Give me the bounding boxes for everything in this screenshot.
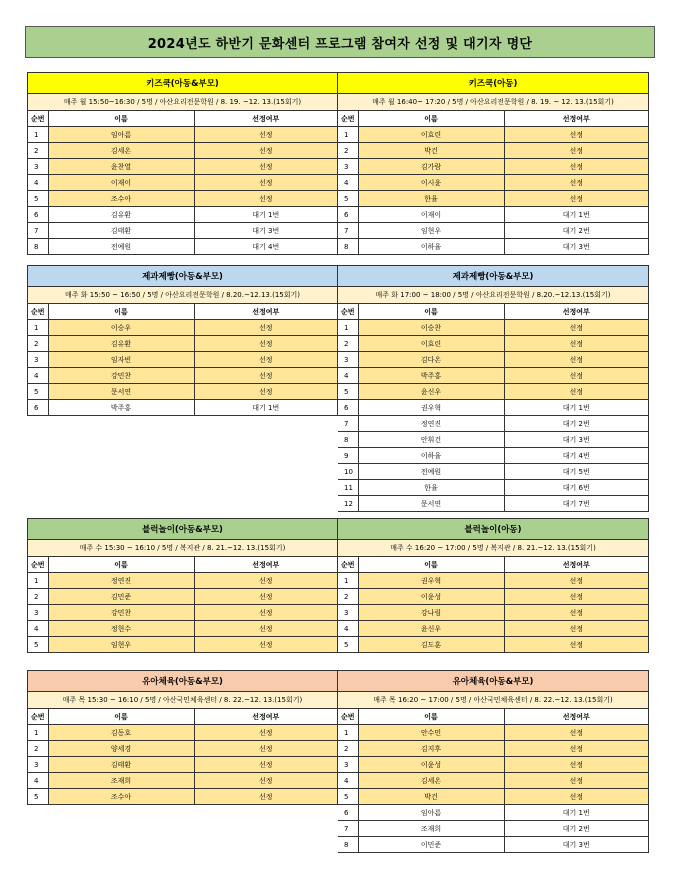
table-row: [28, 621, 337, 637]
selection-status: 대기 3번: [504, 837, 648, 853]
selection-status: 선정: [194, 725, 337, 741]
participant-name: 김태환: [48, 757, 194, 773]
table-row: [338, 573, 648, 589]
col-header-status: 선정여부: [194, 709, 337, 725]
program-panel: [27, 518, 338, 653]
selection-status: 선정: [504, 621, 648, 637]
row-number: 1: [338, 320, 358, 336]
selection-status: 선정: [194, 589, 337, 605]
selection-status: 선정: [504, 320, 648, 336]
table-row: [338, 207, 648, 223]
participant-name: 권우혁: [358, 400, 504, 416]
participant-name: 김태환: [48, 223, 194, 239]
participant-name: 정현수: [48, 621, 194, 637]
col-header-no: 순번: [338, 111, 358, 127]
row-number: 5: [28, 789, 48, 805]
program-panel: [338, 265, 649, 512]
selection-status: 선정: [194, 637, 337, 653]
table-row: [338, 789, 648, 805]
selection-status: 선정: [504, 741, 648, 757]
selection-status: 선정: [194, 741, 337, 757]
col-header-status: 선정여부: [194, 111, 337, 127]
table-row: [28, 191, 337, 207]
row-number: 2: [338, 589, 358, 605]
selection-status: 선정: [194, 573, 337, 589]
selection-status: 대기 1번: [504, 805, 648, 821]
row-number: 4: [28, 621, 48, 637]
program-panel: [27, 72, 338, 255]
participant-name: 박주홍: [48, 400, 194, 416]
row-number: 2: [338, 143, 358, 159]
table-row: [338, 432, 648, 448]
row-number: 4: [28, 773, 48, 789]
program-schedule: 매주 수 16:20 ~ 17:00 / 5명 / 복지관 / 8. 21.~12. 13.(15회기): [338, 540, 648, 557]
selection-status: 선정: [194, 368, 337, 384]
row-number: 2: [28, 336, 48, 352]
selection-status: 선정: [194, 320, 337, 336]
participant-name: 박건: [358, 789, 504, 805]
table-row: [28, 725, 337, 741]
selection-status: 선정: [194, 384, 337, 400]
program-schedule: 매주 월 16:40~ 17:20 / 5명 / 아산요리전문학원 / 8. 19. ~ 12. 13.(15회기): [338, 94, 648, 111]
participant-name: 이효린: [358, 127, 504, 143]
participant-name: 문서연: [48, 384, 194, 400]
program-title: 키즈쿡(아동&부모): [28, 73, 337, 94]
row-number: 1: [338, 573, 358, 589]
selection-status: 선정: [504, 175, 648, 191]
participant-name: 권우혁: [358, 573, 504, 589]
participant-name: 김유환: [48, 207, 194, 223]
row-number: 3: [28, 757, 48, 773]
table-row: [338, 821, 648, 837]
table-row: [338, 175, 648, 191]
program-schedule: 매주 월 15:50~16:30 / 5명 / 아산요리전문학원 / 8. 19. ~12. 13.(15회기): [28, 94, 337, 111]
table-row: [28, 789, 337, 805]
table-row: [28, 368, 337, 384]
program-section: [27, 72, 649, 255]
row-number: 10: [338, 464, 358, 480]
row-number: 3: [338, 757, 358, 773]
program-section: [27, 265, 649, 512]
col-header-no: 순번: [28, 709, 48, 725]
row-number: 5: [338, 191, 358, 207]
row-number: 3: [28, 159, 48, 175]
row-number: 8: [338, 837, 358, 853]
participant-name: 양세경: [48, 741, 194, 757]
participant-name: 박주홍: [358, 368, 504, 384]
table-row: [338, 400, 648, 416]
col-header-no: 순번: [338, 709, 358, 725]
participant-name: 임현우: [358, 223, 504, 239]
col-header-name: 이름: [358, 709, 504, 725]
table-row: [28, 637, 337, 653]
program-schedule: 매주 목 16:20 ~ 17:00 / 5명 / 아산국민체육센터 / 8. 22.~12. 13.(15회기): [338, 692, 648, 709]
participant-name: 김도훈: [358, 637, 504, 653]
col-header-no: 순번: [28, 557, 48, 573]
table-row: [28, 773, 337, 789]
selection-status: 선정: [504, 789, 648, 805]
participant-name: 이승찬: [358, 320, 504, 336]
selection-status: 선정: [194, 175, 337, 191]
selection-status: 선정: [194, 605, 337, 621]
col-header-status: 선정여부: [194, 557, 337, 573]
selection-status: 선정: [504, 191, 648, 207]
selection-status: 대기 3번: [504, 432, 648, 448]
row-number: 2: [28, 589, 48, 605]
participant-name: 조수아: [48, 191, 194, 207]
selection-status: 선정: [194, 159, 337, 175]
table-row: [338, 239, 648, 255]
selection-status: 선정: [504, 127, 648, 143]
program-title: 제과제빵(아동&부모): [28, 266, 337, 287]
participant-name: 임아름: [48, 127, 194, 143]
participant-name: 안수민: [358, 725, 504, 741]
table-row: [28, 239, 337, 255]
selection-status: 선정: [194, 621, 337, 637]
selection-status: 선정: [194, 789, 337, 805]
table-row: [338, 143, 648, 159]
table-row: [28, 400, 337, 416]
table-row: [338, 725, 648, 741]
participant-name: 박건: [358, 143, 504, 159]
table-row: [338, 773, 648, 789]
participant-table: [28, 304, 337, 415]
participant-name: 이재이: [358, 207, 504, 223]
participant-name: 이민준: [358, 837, 504, 853]
col-header-name: 이름: [358, 111, 504, 127]
col-header-name: 이름: [48, 304, 194, 320]
row-number: 5: [28, 637, 48, 653]
row-number: 3: [338, 605, 358, 621]
selection-status: 대기 2번: [504, 416, 648, 432]
row-number: 8: [28, 239, 48, 255]
selection-status: 대기 2번: [504, 821, 648, 837]
row-number: 3: [338, 352, 358, 368]
participant-name: 강민찬: [48, 368, 194, 384]
table-row: [338, 127, 648, 143]
row-number: 7: [338, 821, 358, 837]
table-row: [28, 175, 337, 191]
table-row: [338, 352, 648, 368]
row-number: 3: [28, 605, 48, 621]
row-number: 5: [338, 789, 358, 805]
program-title: 키즈쿡(아동): [338, 73, 648, 94]
selection-status: 선정: [504, 336, 648, 352]
participant-name: 윤신우: [358, 384, 504, 400]
participant-table: [338, 111, 648, 254]
selection-status: 선정: [504, 368, 648, 384]
selection-status: 선정: [194, 143, 337, 159]
row-number: 7: [338, 223, 358, 239]
participant-name: 전예원: [358, 464, 504, 480]
participant-name: 임아름: [358, 805, 504, 821]
selection-status: 선정: [194, 336, 337, 352]
table-row: [28, 741, 337, 757]
row-number: 8: [338, 239, 358, 255]
col-header-status: 선정여부: [504, 111, 648, 127]
table-row: [338, 621, 648, 637]
row-number: 7: [338, 416, 358, 432]
row-number: 1: [338, 127, 358, 143]
table-row: [28, 320, 337, 336]
program-section: [27, 518, 649, 653]
selection-status: 선정: [504, 773, 648, 789]
program-schedule: 매주 목 15:30 ~ 16:10 / 5명 / 아산국민체육센터 / 8. 22.~12. 13.(15회기): [28, 692, 337, 709]
participant-name: 이하율: [358, 239, 504, 255]
participant-name: 임현우: [48, 637, 194, 653]
participant-name: 문서연: [358, 496, 504, 512]
participant-name: 조수아: [48, 789, 194, 805]
selection-status: 선정: [194, 127, 337, 143]
selection-status: 대기 3번: [504, 239, 648, 255]
participant-name: 이윤성: [358, 589, 504, 605]
col-header-status: 선정여부: [504, 304, 648, 320]
table-row: [28, 573, 337, 589]
row-number: 3: [338, 159, 358, 175]
selection-status: 대기 5번: [504, 464, 648, 480]
col-header-status: 선정여부: [504, 557, 648, 573]
selection-status: 선정: [504, 589, 648, 605]
row-number: 7: [28, 223, 48, 239]
col-header-name: 이름: [358, 557, 504, 573]
row-number: 9: [338, 448, 358, 464]
table-row: [28, 384, 337, 400]
program-title: 유아체육(아동&부모): [338, 671, 648, 692]
participant-name: 윤신우: [358, 621, 504, 637]
table-row: [338, 368, 648, 384]
selection-status: 선정: [504, 605, 648, 621]
participant-name: 조재희: [48, 773, 194, 789]
col-header-name: 이름: [358, 304, 504, 320]
program-title: 제과제빵(아동&부모): [338, 266, 648, 287]
participant-table: [338, 304, 648, 511]
table-row: [338, 589, 648, 605]
participant-name: 이윤성: [358, 757, 504, 773]
row-number: 2: [28, 143, 48, 159]
program-title: 블럭놀이(아동): [338, 519, 648, 540]
program-title: 블럭놀이(아동&부모): [28, 519, 337, 540]
table-row: [28, 589, 337, 605]
table-row: [28, 352, 337, 368]
participant-name: 윤찬열: [48, 159, 194, 175]
participant-name: 전예원: [48, 239, 194, 255]
row-number: 4: [28, 368, 48, 384]
table-row: [28, 605, 337, 621]
row-number: 4: [338, 773, 358, 789]
participant-name: 김유환: [48, 336, 194, 352]
program-panel: [338, 518, 649, 653]
row-number: 5: [28, 384, 48, 400]
row-number: 8: [338, 432, 358, 448]
col-header-status: 선정여부: [504, 709, 648, 725]
row-number: 4: [28, 175, 48, 191]
selection-status: 선정: [194, 773, 337, 789]
participant-name: 이효린: [358, 336, 504, 352]
col-header-name: 이름: [48, 111, 194, 127]
table-row: [338, 448, 648, 464]
participant-name: 조재희: [358, 821, 504, 837]
row-number: 1: [338, 725, 358, 741]
participant-name: 정연진: [48, 573, 194, 589]
selection-status: 선정: [194, 191, 337, 207]
table-row: [338, 837, 648, 853]
col-header-name: 이름: [48, 557, 194, 573]
row-number: 4: [338, 621, 358, 637]
row-number: 6: [28, 207, 48, 223]
selection-status: 선정: [504, 352, 648, 368]
table-row: [338, 637, 648, 653]
table-row: [338, 496, 648, 512]
row-number: 1: [28, 725, 48, 741]
participant-table: [28, 111, 337, 254]
selection-status: 선정: [194, 352, 337, 368]
selection-status: 대기 3번: [194, 223, 337, 239]
participant-name: 강나림: [358, 605, 504, 621]
row-number: 5: [338, 384, 358, 400]
participant-name: 한율: [358, 191, 504, 207]
row-number: 2: [28, 741, 48, 757]
row-number: 2: [338, 336, 358, 352]
table-row: [338, 159, 648, 175]
program-section: [27, 670, 649, 853]
row-number: 6: [338, 805, 358, 821]
program-panel: [27, 265, 338, 416]
participant-name: 한율: [358, 480, 504, 496]
row-number: 5: [28, 191, 48, 207]
selection-status: 선정: [194, 757, 337, 773]
table-row: [338, 757, 648, 773]
selection-status: 선정: [504, 159, 648, 175]
participant-name: 김민준: [48, 589, 194, 605]
table-row: [338, 320, 648, 336]
table-row: [28, 336, 337, 352]
participant-name: 이재이: [48, 175, 194, 191]
participant-name: 정연진: [358, 416, 504, 432]
selection-status: 대기 2번: [504, 223, 648, 239]
selection-status: 대기 1번: [504, 400, 648, 416]
table-row: [338, 416, 648, 432]
table-row: [338, 384, 648, 400]
col-header-status: 선정여부: [194, 304, 337, 320]
participant-table: [338, 557, 648, 652]
row-number: 6: [338, 400, 358, 416]
selection-status: 선정: [504, 637, 648, 653]
table-row: [28, 757, 337, 773]
row-number: 11: [338, 480, 358, 496]
program-schedule: 매주 화 17:00 ~ 18:00 / 5명 / 아산요리전문학원 / 8.20.~12.13.(15회기): [338, 287, 648, 304]
participant-name: 김세온: [358, 773, 504, 789]
row-number: 6: [28, 400, 48, 416]
selection-status: 선정: [504, 757, 648, 773]
selection-status: 대기 6번: [504, 480, 648, 496]
table-row: [338, 805, 648, 821]
row-number: 1: [28, 320, 48, 336]
col-header-no: 순번: [338, 304, 358, 320]
participant-name: 김세온: [48, 143, 194, 159]
selection-status: 대기 1번: [194, 207, 337, 223]
participant-name: 김가람: [358, 159, 504, 175]
program-panel: [338, 670, 649, 853]
table-row: [28, 159, 337, 175]
selection-status: 대기 1번: [194, 400, 337, 416]
participant-name: 강민찬: [48, 605, 194, 621]
participant-name: 이승우: [48, 320, 194, 336]
table-row: [28, 127, 337, 143]
col-header-no: 순번: [28, 111, 48, 127]
selection-status: 선정: [504, 384, 648, 400]
table-row: [28, 223, 337, 239]
selection-status: 대기 7번: [504, 496, 648, 512]
row-number: 2: [338, 741, 358, 757]
program-schedule: 매주 수 15:30 ~ 16:10 / 5명 / 복지관 / 8. 21.~12. 13.(15회기): [28, 540, 337, 557]
participant-name: 김지후: [358, 741, 504, 757]
selection-status: 대기 4번: [194, 239, 337, 255]
table-row: [338, 741, 648, 757]
col-header-no: 순번: [28, 304, 48, 320]
program-panel: [27, 670, 338, 805]
selection-status: 선정: [504, 725, 648, 741]
table-row: [28, 207, 337, 223]
table-row: [338, 605, 648, 621]
table-row: [338, 191, 648, 207]
table-row: [338, 223, 648, 239]
table-row: [28, 143, 337, 159]
selection-status: 선정: [504, 143, 648, 159]
row-number: 5: [338, 637, 358, 653]
participant-table: [28, 557, 337, 652]
participant-name: 김다온: [358, 352, 504, 368]
row-number: 1: [28, 127, 48, 143]
table-row: [338, 464, 648, 480]
page-title: 2024년도 하반기 문화센터 프로그램 참여자 선정 및 대기자 명단: [25, 26, 655, 58]
table-row: [338, 480, 648, 496]
selection-status: 대기 4번: [504, 448, 648, 464]
participant-name: 이하율: [358, 448, 504, 464]
participant-name: 김동호: [48, 725, 194, 741]
participant-name: 안휘건: [358, 432, 504, 448]
row-number: 4: [338, 175, 358, 191]
selection-status: 대기 1번: [504, 207, 648, 223]
row-number: 3: [28, 352, 48, 368]
participant-name: 임자빈: [48, 352, 194, 368]
row-number: 12: [338, 496, 358, 512]
selection-status: 선정: [504, 573, 648, 589]
program-schedule: 매주 화 15:50 ~ 16:50 / 5명 / 아산요리전문학원 / 8.20.~12.13.(15회기): [28, 287, 337, 304]
program-panel: [338, 72, 649, 255]
table-row: [338, 336, 648, 352]
col-header-no: 순번: [338, 557, 358, 573]
row-number: 4: [338, 368, 358, 384]
participant-table: [338, 709, 648, 852]
participant-name: 이시윤: [358, 175, 504, 191]
row-number: 1: [28, 573, 48, 589]
participant-table: [28, 709, 337, 804]
col-header-name: 이름: [48, 709, 194, 725]
row-number: 6: [338, 207, 358, 223]
program-title: 유아체육(아동&부모): [28, 671, 337, 692]
